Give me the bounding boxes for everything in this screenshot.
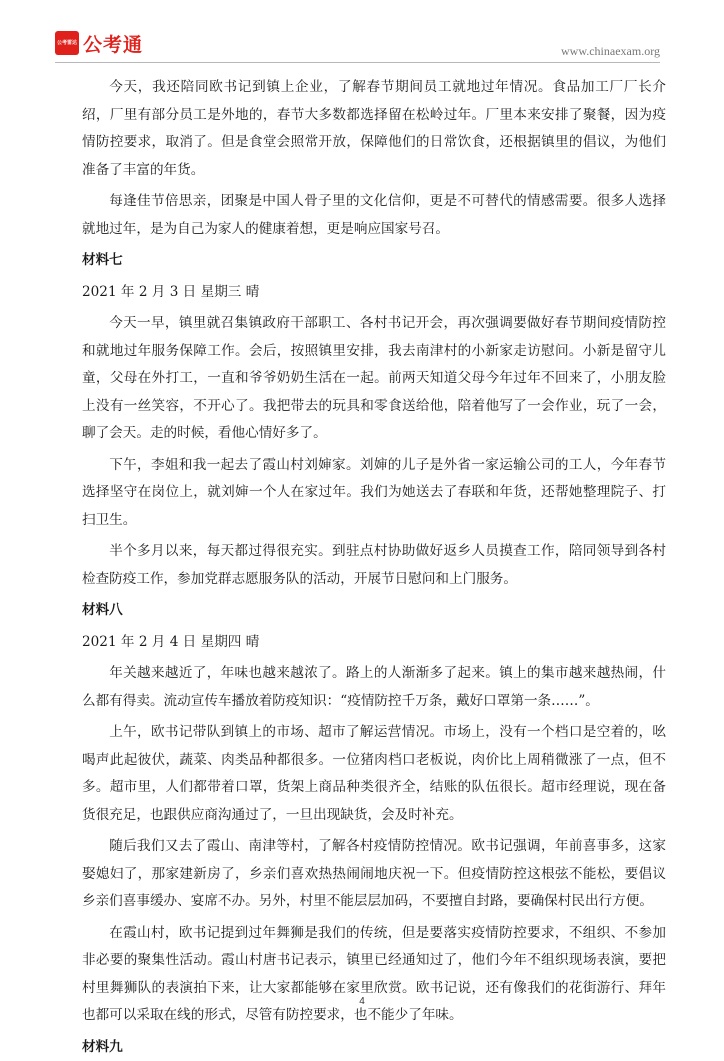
body-paragraph: 年关越来越近了，年味也越来越浓了。路上的人渐渐多了起来。镇上的集市越来越热闹，什么都有得卖。流动宣传车播放着防疫知识：“疫情防控千万条，戴好口罩第一条……”。 [82,660,666,715]
body-paragraph: 在霞山村，欧书记提到过年舞狮是我们的传统，但是要落实疫情防控要求，不组织、不参加非必要的聚集性活动。霞山村唐书记表示，镇里已经通知过了，他们今年不组织现场表演，要把村里舞狮队的表演拍下来，让大家都能够在家里欣赏。欧书记说，还有像我们的花街游行、拜年也都可以采取在线的形式，尽管有防控要求，也不能少了年味。 [82,920,666,1030]
body-paragraph: 半个多月以来，每天都过得很充实。到驻点村协助做好返乡人员摸查工作，陪同领导到各村检查防疫工作，参加党群志愿服务队的活动，开展节日慰问和上门服务。 [82,538,666,593]
body-paragraph: 今天，我还陪同欧书记到镇上企业，了解春节期间员工就地过年情况。食品加工厂厂长介绍，厂里有部分员工是外地的，春节大多数都选择留在松岭过年。厂里本来安排了聚餐，因为疫情防控要求，取消了。但是食堂会照常开放，保障他们的日常饮食，还根据镇里的倡议，为他们准备了丰富的年货。 [82,74,666,184]
logo-badge-text: 公考雷达 [57,41,77,46]
body-paragraph: 今天一早，镇里就召集镇政府干部职工、各村书记开会，再次强调要做好春节期间疫情防控和就地过年服务保障工作。会后，按照镇里安排，我去南津村的小新家走访慰问。小新是留守儿童，父母在外打工，一直和爷爷奶奶生活在一起。前两天知道父母今年过年不回来了，小朋友脸上没有一丝笑容，不开心了。我把带去的玩具和零食送给他，陪着他写了一会作业，玩了一会，聊了会天。走的时候，看他心情好多了。 [82,310,666,448]
logo-badge-icon [55,31,79,55]
section-heading: 材料九 [82,1034,666,1061]
body-paragraph: 下午，李姐和我一起去了霞山村刘婶家。刘婶的儿子是外省一家运输公司的工人，今年春节选择坚守在岗位上，就刘婶一个人在家过年。我们为她送去了春联和年货，还帮她整理院子、打扫卫生。 [82,452,666,535]
body-paragraph: 每逢佳节倍思亲，团聚是中国人骨子里的文化信仰，更是不可替代的情感需要。很多人选择就地过年，是为自己为家人的健康着想，更是响应国家号召。 [82,188,666,243]
document-body [82,74,666,1061]
logo-text: 公考通 [83,30,143,57]
body-paragraph: 随后我们又去了霞山、南津等村，了解各村疫情防控情况。欧书记强调，年前喜事多，这家娶媳妇了，那家建新房了，乡亲们喜欢热热闹闹地庆祝一下。但疫情防控这根弦不能松，要倡议乡亲们喜事缓办、宴席不办。另外，村里不能层层加码，不要擅自封路，要确保村民出行方便。 [82,833,666,916]
site-url[interactable]: www.chinaexam.org [561,44,660,59]
section-heading: 材料八 [82,597,666,625]
body-paragraph: 上午，欧书记带队到镇上的市场、超市了解运营情况。市场上，没有一个档口是空着的，吆喝声此起彼伏，蔬菜、肉类品种都很多。一位猪肉档口老板说，肉价比上周稍微涨了一点，但不多。超市里，人们都带着口罩，货架上商品种类很齐全，结账的队伍很长。超市经理说，现在备货很充足，也跟供应商沟通过了，一旦出现缺货，会及时补充。 [82,719,666,829]
brand-logo[interactable] [55,30,143,56]
diary-date: 2021 年 2 月 3 日 星期三 晴 [82,279,666,307]
header-divider [55,62,660,63]
page-number: 4 [0,996,724,1007]
page-header [0,0,724,64]
section-heading: 材料七 [82,247,666,275]
diary-date: 2021 年 2 月 4 日 星期四 晴 [82,629,666,657]
